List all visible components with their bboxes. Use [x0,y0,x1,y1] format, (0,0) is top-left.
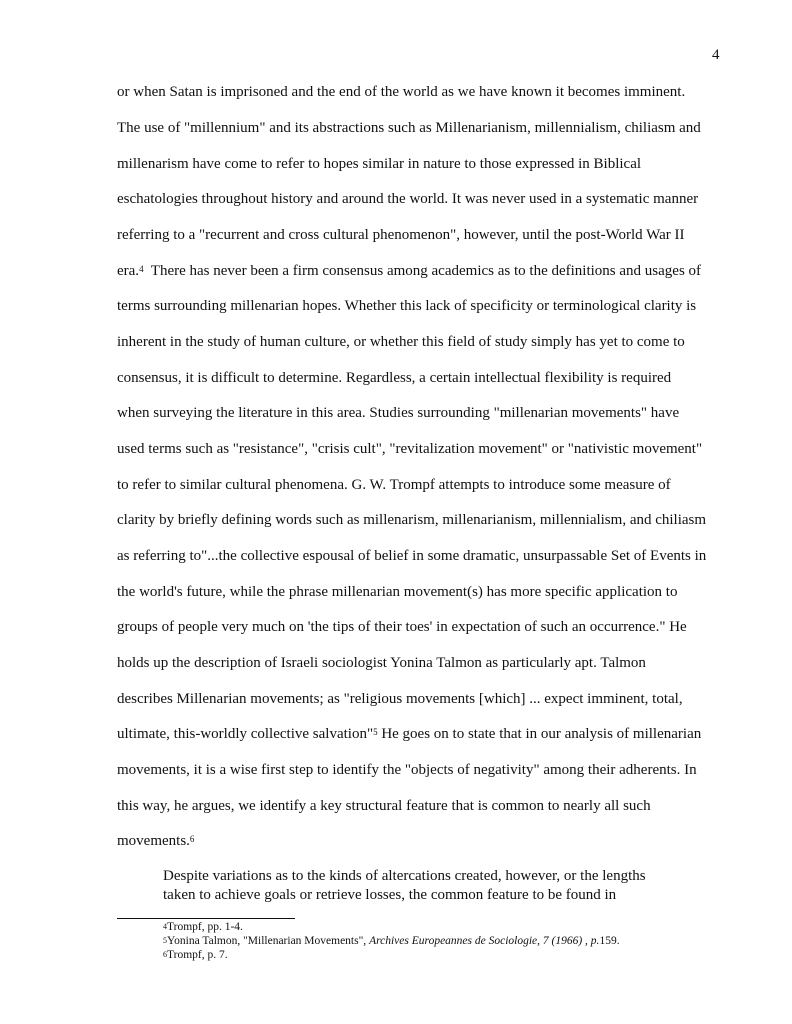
body-line: millenarism have come to refer to hopes similar in nature to those expressed in Biblical [117,156,642,172]
body-line [117,725,701,743]
footnote-text: 159. [599,935,620,947]
body-line: movements, it is a wise first step to identify the "objects of negativity" among their adherents. In [117,762,697,778]
body-text: movements. [117,833,190,849]
footnote-text: Trompf, p. 7. [167,949,228,961]
body-line: inherent in the study of human culture, or whether this field of study simply has yet to come to [117,334,685,350]
body-text: There has never been a firm consensus among academics as to the definitions and usages of [143,263,702,279]
body-text: ultimate, this-worldly collective salvation" [117,726,374,742]
footnote-ref: 5 [373,727,378,737]
footnote-text: Yonina Talmon, "Millenarian Movements", [167,935,370,947]
body-line: terms surrounding millenarian hopes. Whether this lack of specificity or terminological clarity is [117,298,697,314]
body-line: describes Millenarian movements; as "religious movements [which] ... expect imminent, total, [117,691,683,707]
body-line: the world's future, while the phrase millenarian movement(s) has more specific application to [117,584,678,600]
body-line [117,262,701,280]
footnote-text: Trompf, pp. 1-4. [167,921,243,933]
body-line: consensus, it is difficult to determine. Regardless, a certain intellectual flexibility is required [117,370,672,386]
footnote [163,921,243,934]
body-line: used terms such as "resistance", "crisis cult", "revitalization movement" or "nativistic movement" [117,441,703,457]
body-line: groups of people very much on 'the tips of their toes' in expectation of such an occurrence." He [117,619,687,635]
body-line: holds up the description of Israeli sociologist Yonina Talmon as particularly apt. Talmon [117,655,646,671]
body-line: clarity by briefly defining words such as millenarism, millenarianism, millennialism, and chiliasm [117,512,707,528]
footnote [163,935,620,948]
body-line: as referring to"...the collective espousal of belief in some dramatic, unsurpassable Set of Events in [117,548,707,564]
body-line: when surveying the literature in this area. Studies surrounding "millenarian movements" have [117,405,680,421]
body-text: era. [117,263,140,279]
body-line: to refer to similar cultural phenomena. G. W. Trompf attempts to introduce some measure of [117,477,671,493]
footnote-italic-text: Archives Europeannes de Sociologie, 7 (1966) , p. [369,935,600,947]
body-line: referring to a "recurrent and cross cultural phenomenon", however, until the post-World War II [117,227,685,243]
body-line: this way, he argues, we identify a key structural feature that is common to nearly all such [117,798,651,814]
body-line: The use of "millennium" and its abstractions such as Millenarianism, millennialism, chiliasm and [117,120,701,136]
block-quote-line: Despite variations as to the kinds of altercations created, however, or the lengths [163,868,646,884]
page-number: 4 [712,47,720,63]
footnote-number: 5 [163,936,167,945]
footnote-number: 6 [163,950,167,959]
body-line: eschatologies throughout history and around the world. It was never used in a systematic manner [117,191,699,207]
footnote-number: 4 [163,922,167,931]
block-quote-line: taken to achieve goals or retrieve losses, the common feature to be found in [163,887,617,903]
footnote-separator [117,918,295,919]
body-line [117,832,194,850]
footnote [163,949,228,962]
body-text: He goes on to state that in our analysis of millenarian [377,726,702,742]
footnote-ref: 6 [189,834,195,844]
body-line: or when Satan is imprisoned and the end of the world as we have known it becomes imminent. [117,84,686,100]
footnote-ref: 4 [139,264,144,274]
